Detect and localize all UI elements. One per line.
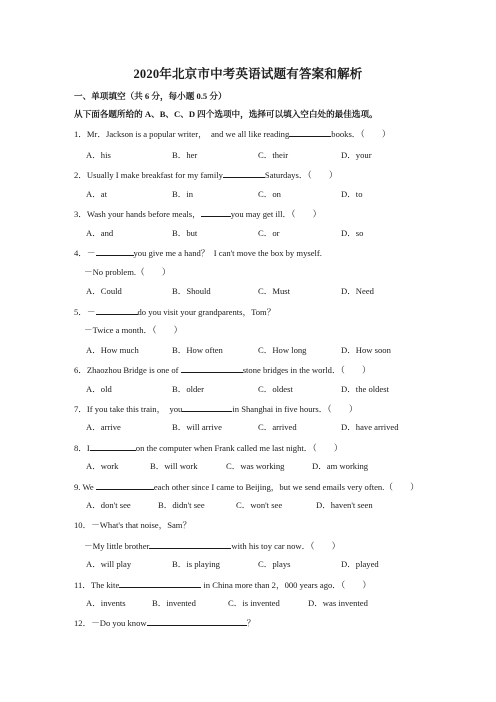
answer-blank	[149, 539, 231, 549]
option-d: D．the oldest	[341, 384, 389, 394]
question-3	[74, 207, 321, 220]
question-8-options	[86, 460, 426, 472]
option-d: D．haven't seen	[316, 500, 373, 510]
answer-blank	[181, 363, 243, 373]
option-b: B．her	[172, 150, 198, 160]
option-b: B．Should	[172, 286, 211, 296]
option-a: A．his	[86, 150, 111, 160]
question-5-reply: －Twice a month．（ ）	[84, 325, 183, 335]
answer-blank	[119, 578, 201, 588]
question-5	[74, 305, 275, 318]
question-6	[74, 363, 371, 376]
question-text: ？	[246, 618, 256, 628]
option-c: C．Must	[258, 286, 290, 296]
option-d: D．so	[341, 228, 364, 238]
option-c: C．was working	[226, 461, 285, 471]
question-text: 11．The kite	[74, 580, 120, 590]
question-text: 9. We	[74, 482, 96, 492]
answer-blank	[147, 616, 247, 626]
question-5-options	[86, 344, 426, 356]
question-text: －My little brother	[84, 541, 150, 551]
question-text: 2．Usually I make breakfast for my family	[74, 170, 223, 180]
question-text: in China more than 2，000 years ago．（ ）	[201, 580, 371, 590]
option-d: D．to	[341, 189, 363, 199]
option-c: C．How long	[258, 345, 307, 355]
question-11-options	[86, 597, 426, 609]
section-heading: 一、单项填空（共 6 分，每小题 0.5 分）	[74, 91, 227, 101]
document-title: 2020年北京市中考英语试题有答案和解析	[133, 67, 363, 81]
option-d: D．am working	[312, 461, 369, 471]
section-instruction: 从下面各题所给的 A、B、C、D 四个选项中，选择可以填入空白处的最佳选项。	[74, 109, 378, 119]
question-text: 3．Wash your hands before meals，	[74, 209, 201, 219]
option-d: D．How soon	[341, 345, 391, 355]
question-12	[74, 616, 255, 629]
option-b: B．in	[172, 189, 194, 199]
option-c: C．on	[258, 189, 281, 199]
option-a: A．old	[86, 384, 112, 394]
answer-blank	[96, 246, 134, 256]
option-a: A．and	[86, 228, 114, 238]
question-4-reply: －No problem.（ ）	[84, 267, 171, 277]
answer-blank	[90, 441, 136, 451]
question-text: Saturdays．（ ）	[264, 170, 338, 180]
option-d: D．have arrived	[341, 422, 399, 432]
question-2	[74, 168, 337, 181]
question-7	[74, 402, 357, 415]
question-10: 10．－What's that noise，Sam？	[74, 520, 192, 530]
option-b: B．How often	[172, 345, 223, 355]
question-10-options	[86, 558, 426, 570]
question-text: stone bridges in the world．（ ）	[242, 365, 371, 375]
question-text: 5．－	[74, 307, 96, 317]
question-3-options	[86, 227, 426, 239]
question-2-options	[86, 188, 426, 200]
answer-blank	[96, 305, 138, 315]
question-4	[74, 246, 322, 259]
question-4-options	[86, 285, 426, 297]
question-6-options	[86, 383, 426, 395]
question-text: 1．Mr．Jackson is a popular writer， and we all like reading	[74, 129, 290, 139]
option-c: C．or	[258, 228, 280, 238]
option-a: A．Could	[86, 286, 122, 296]
question-text: 7．If you take this train， you	[74, 404, 183, 414]
option-b: B．will work	[150, 461, 198, 471]
question-7-options	[86, 421, 426, 433]
option-d: D．Need	[341, 286, 374, 296]
option-a: A．will play	[86, 559, 132, 569]
question-1	[74, 127, 390, 140]
option-d: D．your	[341, 150, 372, 160]
option-c: C．is invented	[228, 598, 280, 608]
question-text: 4．－	[74, 248, 96, 258]
answer-blank	[96, 480, 154, 490]
question-text: do you visit your grandparents，Tom？	[137, 307, 276, 317]
question-1-options	[86, 149, 426, 161]
option-a: A．work	[86, 461, 119, 471]
answer-blank	[289, 127, 331, 137]
question-text: 8．I	[74, 443, 90, 453]
question-10-reply	[84, 539, 340, 552]
option-a: A．arrive	[86, 422, 121, 432]
answer-blank	[201, 207, 231, 217]
question-text: 6．Zhaozhou Bridge is one of	[74, 365, 181, 375]
option-b: B．but	[172, 228, 198, 238]
option-a: A．How much	[86, 345, 139, 355]
answer-blank	[182, 402, 232, 412]
option-a: A．at	[86, 189, 108, 199]
option-d: D．played	[341, 559, 379, 569]
option-a: A．don't see	[86, 500, 131, 510]
option-c: C．arrived	[258, 422, 297, 432]
option-c: C．their	[258, 150, 289, 160]
option-a: A．invents	[86, 598, 126, 608]
question-text: you may get ill．（ ）	[230, 209, 322, 219]
question-text: each other since I came to Beijing，but we send emails very often.（ ）	[153, 482, 419, 492]
option-b: B．didn't see	[158, 500, 205, 510]
question-text: on the computer when Frank called me last night．（ ）	[135, 443, 343, 453]
answer-blank	[223, 168, 265, 178]
question-8	[74, 441, 342, 454]
option-b: B．older	[172, 384, 204, 394]
question-text: with his toy car now．（ ）	[231, 541, 341, 551]
option-b: B．invented	[152, 598, 196, 608]
question-9-options	[86, 499, 426, 511]
option-c: C．plays	[258, 559, 291, 569]
option-c: C．oldest	[258, 384, 293, 394]
option-d: D．was invented	[308, 598, 368, 608]
question-text: in Shanghai in five hours．（ ）	[232, 404, 358, 414]
question-text: books．（ ）	[331, 129, 391, 139]
option-b: B．is playing	[172, 559, 220, 569]
question-text: 12．－Do you know	[74, 618, 147, 628]
option-b: B．will arrive	[172, 422, 222, 432]
question-9	[74, 480, 419, 493]
question-11	[74, 578, 371, 591]
option-c: C．won't see	[236, 500, 283, 510]
question-text: you give me a hand？ I can't move the box by myself.	[133, 248, 322, 258]
